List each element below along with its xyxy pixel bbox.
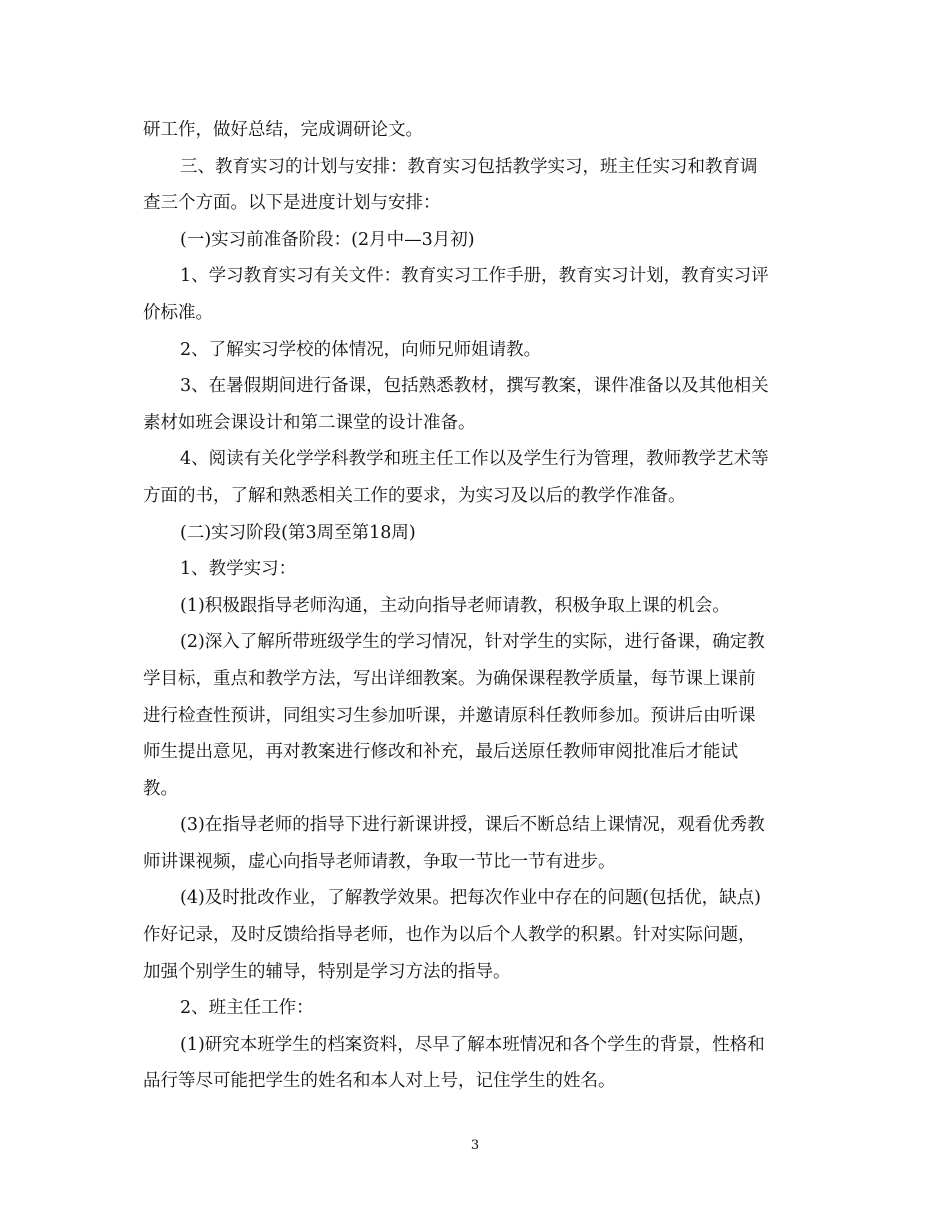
list-item: 2、了解实习学校的体情况，向师兄师姐请教。 [180,339,542,360]
list-item: 1、学习教育实习有关文件：教育实习工作手册，教育实习计划，教育实习评 [180,266,769,287]
document-body [143,112,809,1100]
section-heading: (一)实习前准备阶段：(2月中—3月初) [180,229,475,250]
text-line: 师讲课视频，虚心向指导老师请教，争取一节比一节有进步。 [143,851,616,872]
paragraph-heading: 三、教育实习的计划与安排：教育实习包括教学实习，班主任实习和教育调 [180,156,758,177]
text-line: 素材如班会课设计和第二课堂的设计准备。 [143,412,476,433]
text-line: 查三个方面。以下是进度计划与安排： [143,193,441,214]
text-line: 教。 [143,778,178,799]
text-line: 方面的书，了解和熟悉相关工作的要求，为实习及以后的教学作准备。 [143,485,686,506]
page-number: 3 [470,1138,480,1153]
subsection-heading: 2、班主任工作： [180,998,314,1019]
text-line: 进行检查性预讲，同组实习生参加听课，并邀请原科任教师参加。预讲后由听课 [143,705,756,726]
list-item: (1)研究本班学生的档案资料，尽早了解本班情况和各个学生的背景，性格和 [180,1034,765,1055]
text-line: 作好记录，及时反馈给指导老师，也作为以后个人教学的积累。针对实际问题， [143,925,756,946]
subsection-heading: 1、教学实习： [180,559,297,580]
list-item: (3)在指导老师的指导下进行新课讲授，课后不断总结上课情况，观看优秀教 [180,815,765,836]
list-item: 4、阅读有关化学学科教学和班主任工作以及学生行为管理，教师教学艺术等 [180,449,769,470]
text-line: 品行等尽可能把学生的姓名和本人对上号，记住学生的姓名。 [143,1071,616,1092]
text-line: 价标准。 [143,302,213,323]
list-item: (4)及时批改作业，了解教学效果。把每次作业中存在的问题(包括优，缺点) [180,888,761,909]
text-line: 加强个别学生的辅导，特别是学习方法的指导。 [143,961,511,982]
section-heading: (二)实习阶段(第3周至第18周) [180,522,416,543]
list-item: (1)积极跟指导老师沟通，主动向指导老师请教，积极争取上课的机会。 [180,595,730,616]
list-item: 3、在暑假期间进行备课，包括熟悉教材，撰写教案，课件准备以及其他相关 [180,376,769,397]
list-item: (2)深入了解所带班级学生的学习情况，针对学生的实际，进行备课，确定教 [180,632,765,653]
text-line: 研工作，做好总结，完成调研论文。 [143,120,423,140]
text-line: 学目标，重点和教学方法，写出详细教案。为确保课程教学质量，每节课上课前 [143,668,756,689]
text-line: 师生提出意见，再对教案进行修改和补充，最后送原任教师审阅批准后才能试 [143,742,738,763]
